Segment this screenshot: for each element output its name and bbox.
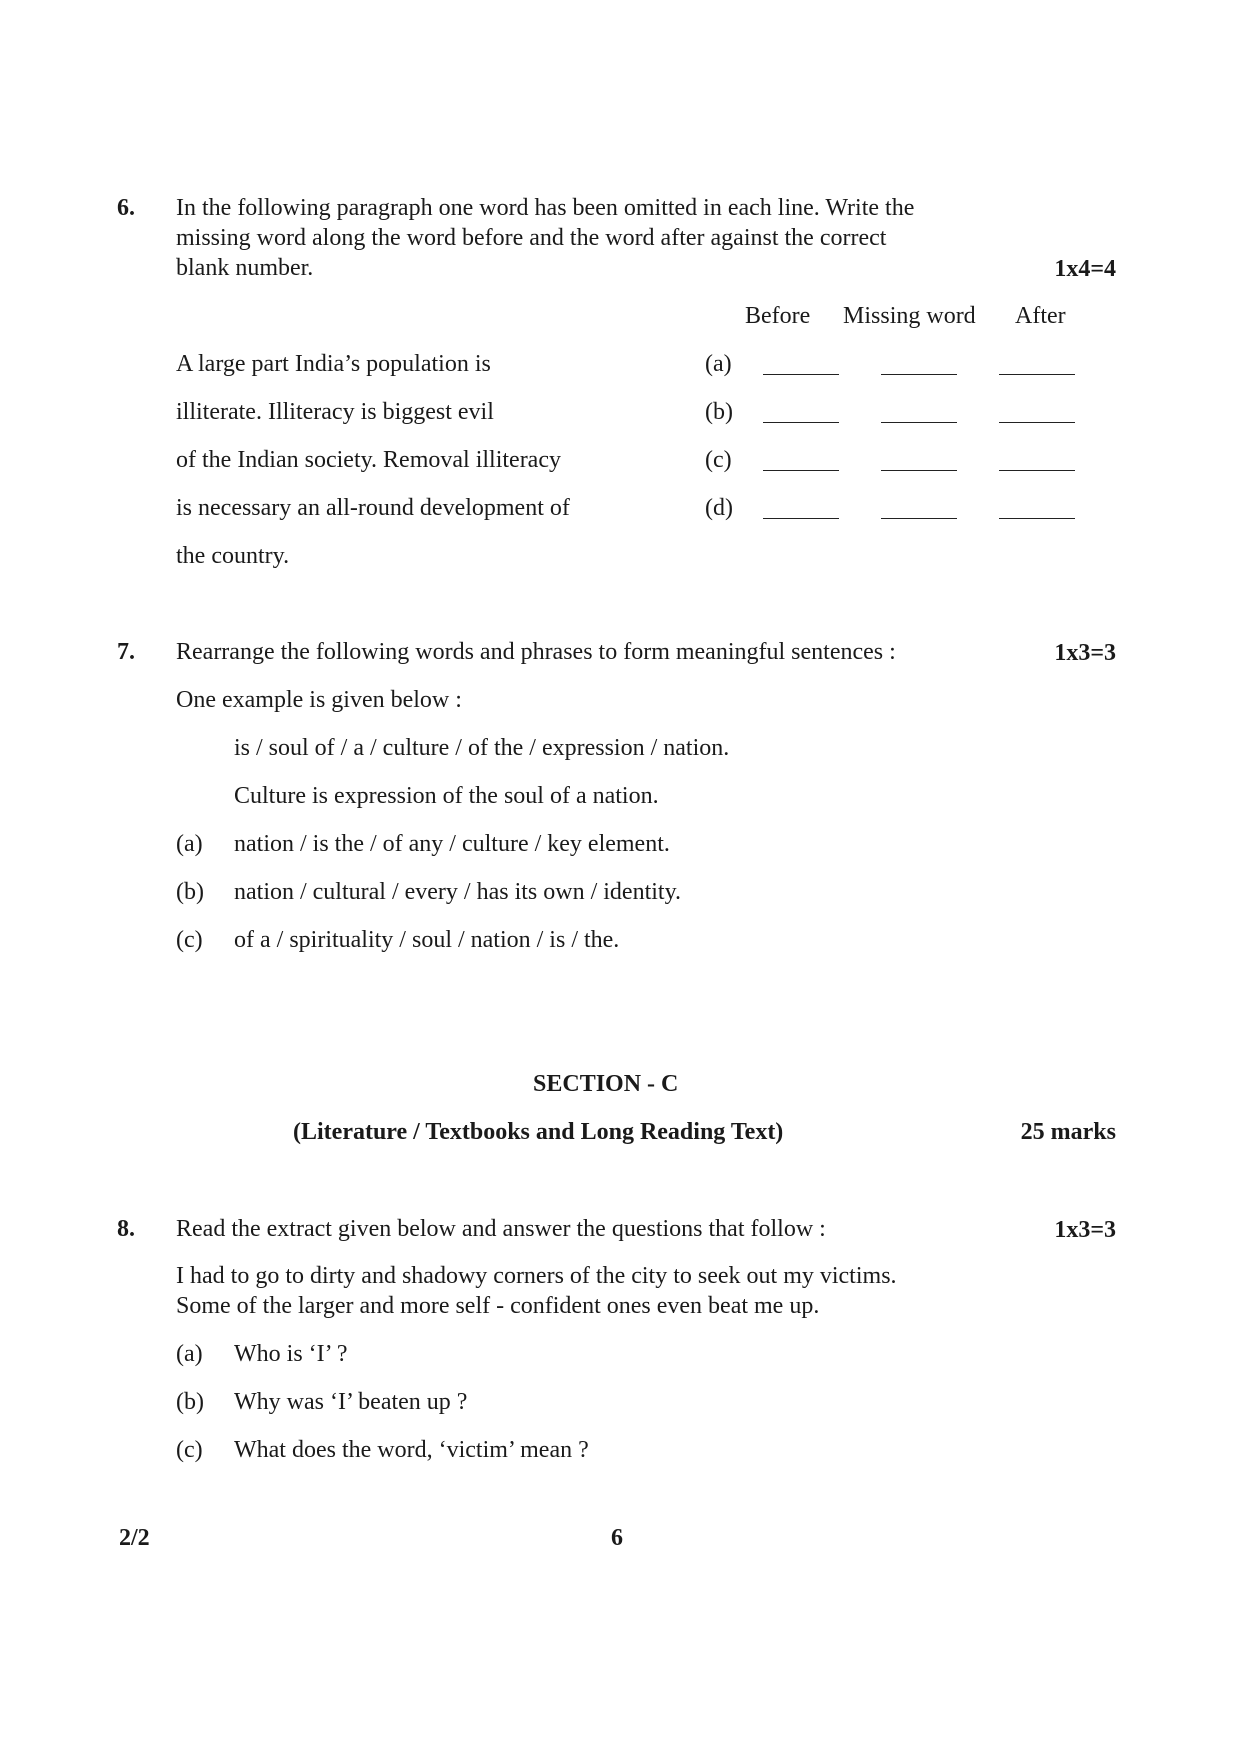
section-marks: 25 marks xyxy=(1020,1119,1116,1145)
answer-blank-a-before[interactable] xyxy=(763,374,839,375)
question-8-number: 8. xyxy=(117,1216,135,1242)
column-header-missing-word: Missing word xyxy=(843,303,976,329)
q8-item-text-c: What does the word, ‘victim’ mean ? xyxy=(234,1437,589,1463)
q8-item-label-c: (c) xyxy=(176,1437,203,1463)
paragraph-line-1: A large part India’s population is xyxy=(176,351,491,377)
answer-blank-d-after[interactable] xyxy=(999,518,1075,519)
example-intro: One example is given below : xyxy=(176,687,462,713)
paragraph-line-3: of the Indian society. Removal illiteracy xyxy=(176,447,561,473)
answer-blank-b-after[interactable] xyxy=(999,422,1075,423)
q7-item-text-b: nation / cultural / every / has its own / identity. xyxy=(234,879,682,905)
answer-blank-d-before[interactable] xyxy=(763,518,839,519)
blank-label-a: (a) xyxy=(705,351,732,377)
q8-item-label-b: (b) xyxy=(176,1389,204,1415)
example-jumbled: is / soul of / a / culture / of the / expression / nation. xyxy=(234,735,730,761)
question-6-instruction-line-3: blank number. xyxy=(176,255,314,281)
footer-paper-code: 2/2 xyxy=(119,1525,150,1551)
section-subtitle: (Literature / Textbooks and Long Reading Text) xyxy=(293,1119,784,1145)
question-6-number: 6. xyxy=(117,195,135,221)
example-answer: Culture is expression of the soul of a nation. xyxy=(234,783,659,809)
answer-blank-c-missing[interactable] xyxy=(881,470,957,471)
answer-blank-c-after[interactable] xyxy=(999,470,1075,471)
answer-blank-d-missing[interactable] xyxy=(881,518,957,519)
q8-item-text-a: Who is ‘I’ ? xyxy=(234,1341,348,1367)
q7-item-label-c: (c) xyxy=(176,927,203,953)
q8-item-text-b: Why was ‘I’ beaten up ? xyxy=(234,1389,468,1415)
extract-line-1: I had to go to dirty and shadowy corners of the city to seek out my victims. xyxy=(176,1263,897,1289)
question-7-number: 7. xyxy=(117,639,135,665)
question-6-marks: 1x4=4 xyxy=(1054,256,1116,282)
blank-label-b: (b) xyxy=(705,399,733,425)
question-7-instruction: Rearrange the following words and phrases to form meaningful sentences : xyxy=(176,639,896,665)
question-6-instruction-line-2: missing word along the word before and the word after against the correct xyxy=(176,225,887,251)
column-header-after: After xyxy=(1015,303,1066,329)
answer-blank-b-before[interactable] xyxy=(763,422,839,423)
paragraph-line-5: the country. xyxy=(176,543,290,569)
blank-label-d: (d) xyxy=(705,495,733,521)
question-8-marks: 1x3=3 xyxy=(1054,1217,1116,1243)
section-title: SECTION - C xyxy=(533,1071,679,1097)
extract-line-2: Some of the larger and more self - confident ones even beat me up. xyxy=(176,1293,820,1319)
q7-item-text-c: of a / spirituality / soul / nation / is / the. xyxy=(234,927,620,953)
answer-blank-a-missing[interactable] xyxy=(881,374,957,375)
answer-blank-c-before[interactable] xyxy=(763,470,839,471)
answer-blank-b-missing[interactable] xyxy=(881,422,957,423)
q7-item-label-b: (b) xyxy=(176,879,204,905)
paragraph-line-2: illiterate. Illiteracy is biggest evil xyxy=(176,399,494,425)
question-8-instruction: Read the extract given below and answer the questions that follow : xyxy=(176,1216,826,1242)
column-header-before: Before xyxy=(745,303,811,329)
footer-page-number: 6 xyxy=(611,1525,623,1551)
answer-blank-a-after[interactable] xyxy=(999,374,1075,375)
paragraph-line-4: is necessary an all-round development of xyxy=(176,495,570,521)
question-7-marks: 1x3=3 xyxy=(1054,640,1116,666)
q8-item-label-a: (a) xyxy=(176,1341,203,1367)
question-6-instruction-line-1: In the following paragraph one word has been omitted in each line. Write the xyxy=(176,195,915,221)
q7-item-text-a: nation / is the / of any / culture / key element. xyxy=(234,831,670,857)
q7-item-label-a: (a) xyxy=(176,831,203,857)
blank-label-c: (c) xyxy=(705,447,732,473)
